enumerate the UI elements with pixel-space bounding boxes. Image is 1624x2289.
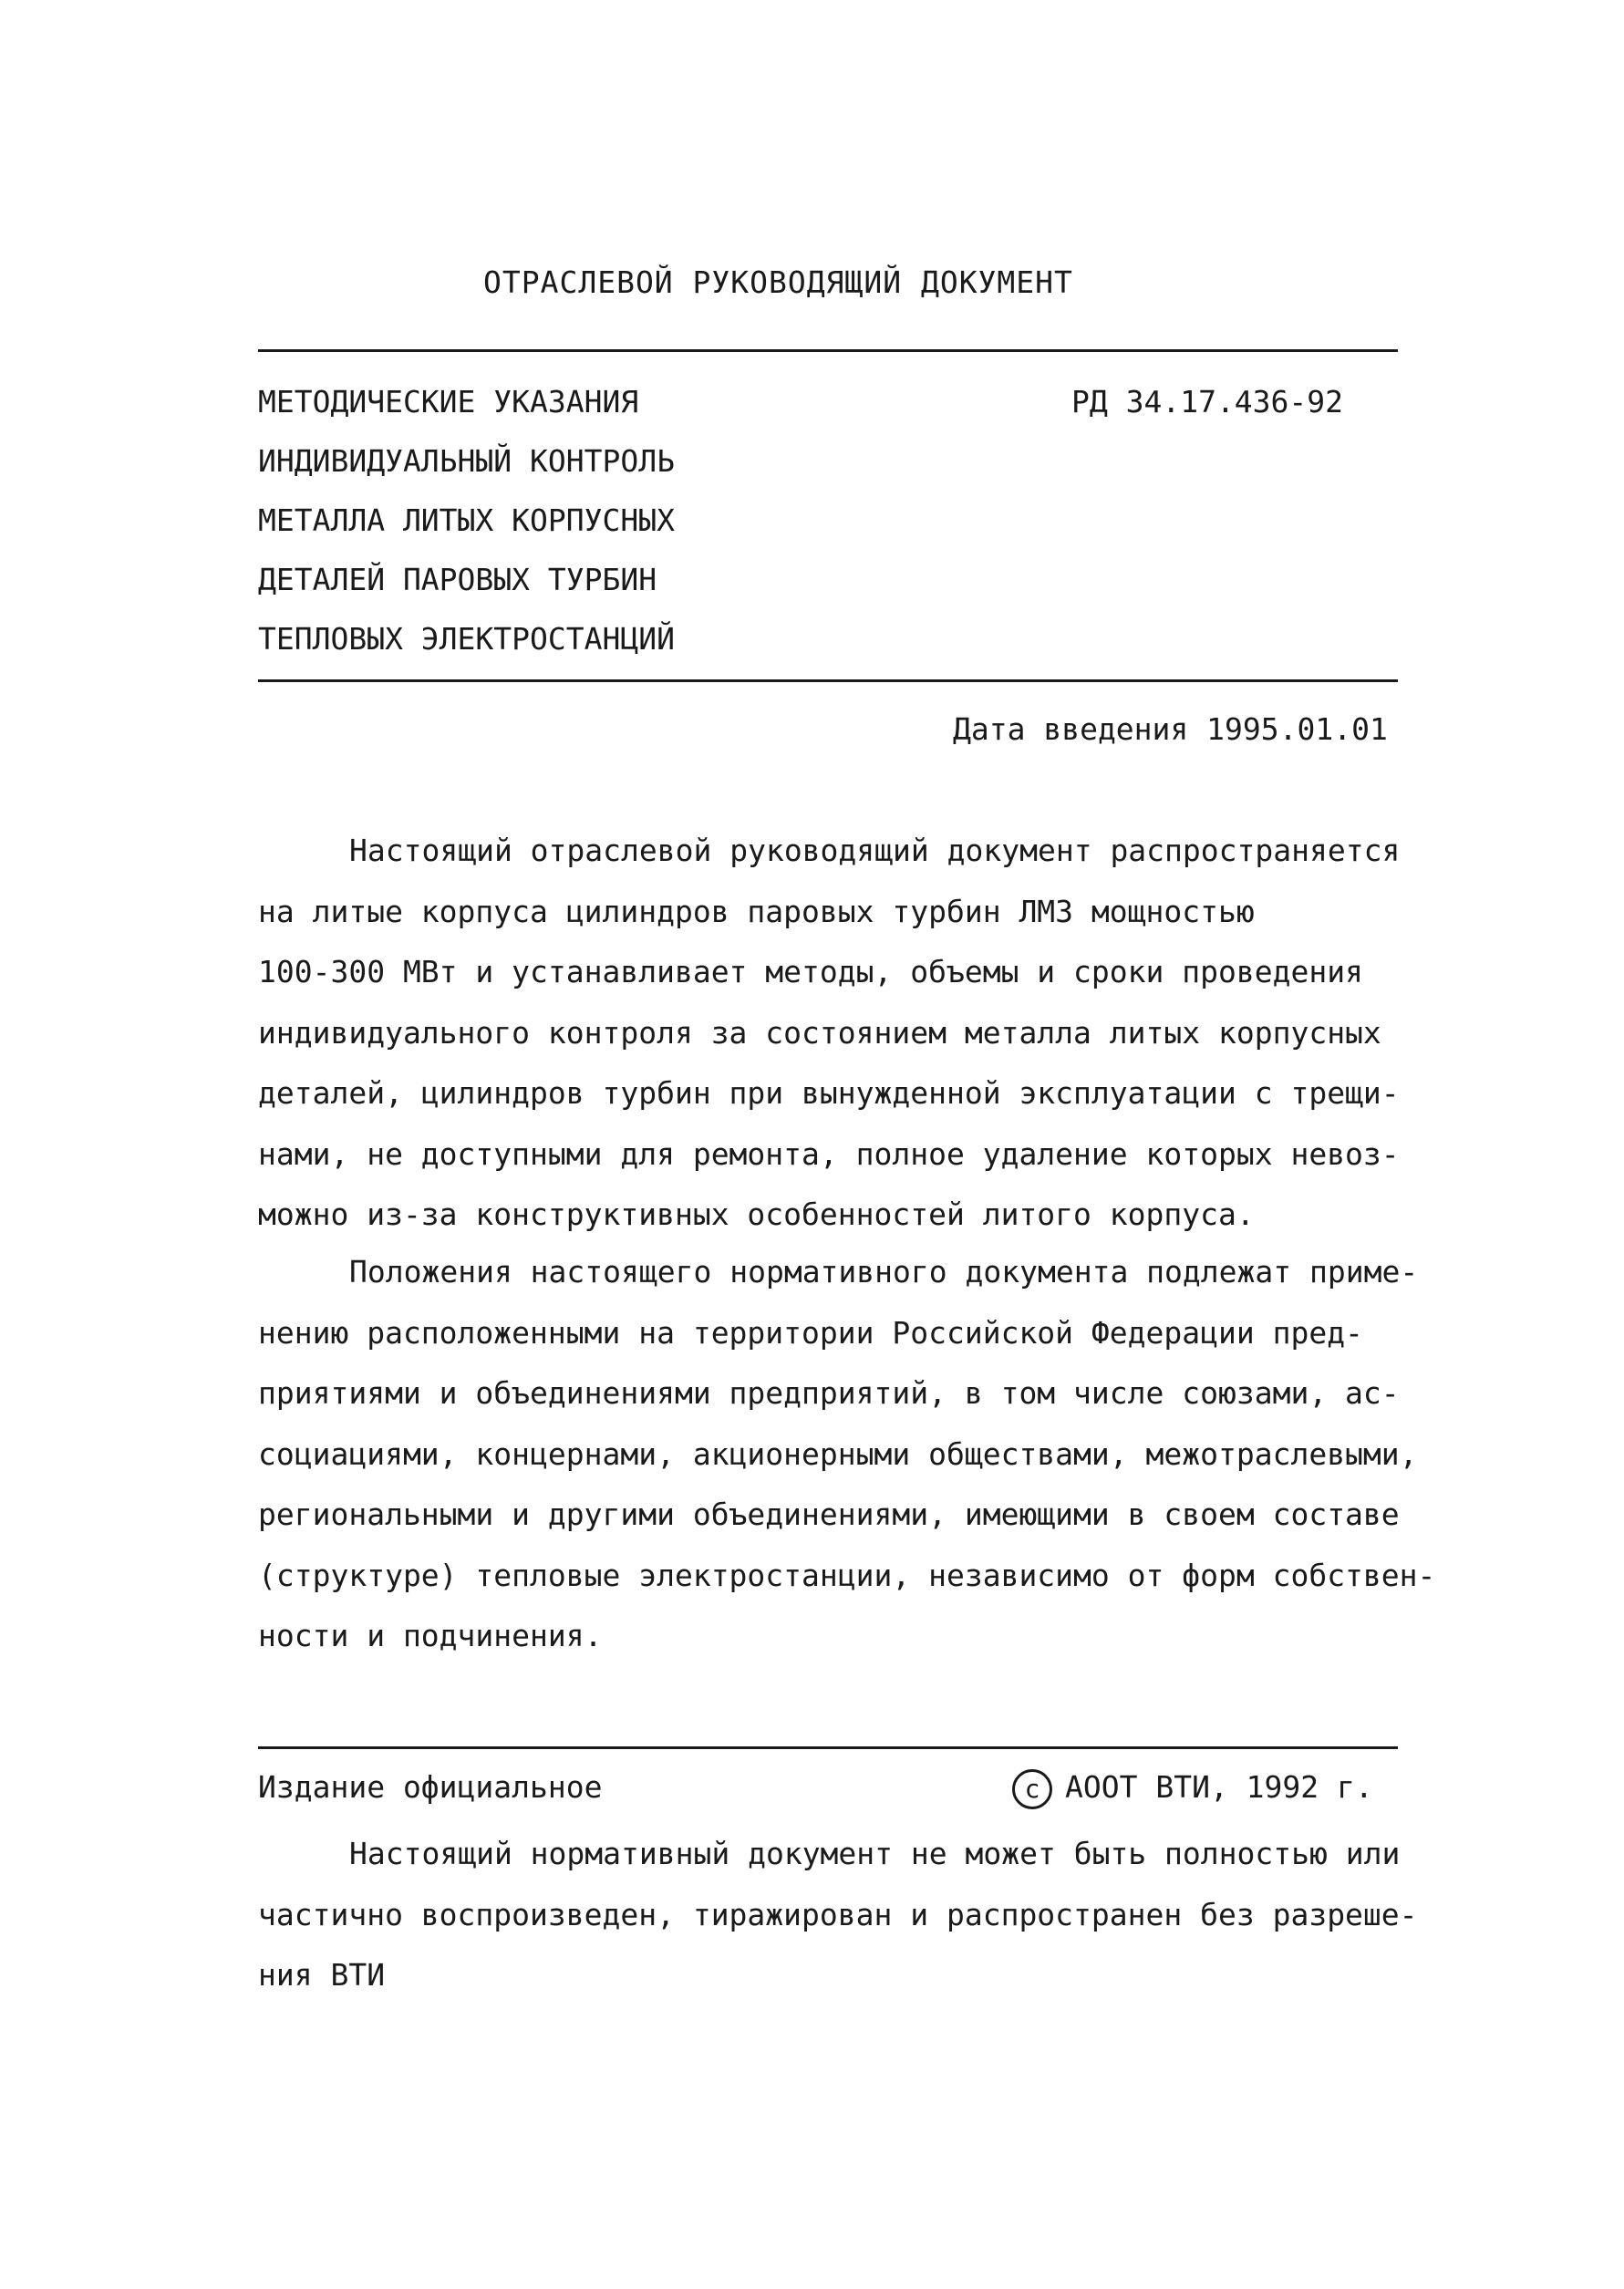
copyright-holder: АООТ ВТИ, 1992 г. bbox=[1065, 1769, 1373, 1805]
title-line: ИНДИВИДУАЛЬНЫЙ КОНТРОЛЬ bbox=[258, 443, 675, 479]
paragraph-line: нами, не доступными для ремонта, полное удаление которых невоз- bbox=[258, 1135, 1400, 1172]
introduction-date: Дата введения 1995.01.01 bbox=[953, 711, 1388, 747]
top-divider bbox=[258, 349, 1398, 352]
paragraph-line: индивидуального контроля за состоянием металла литых корпусных bbox=[258, 1014, 1381, 1051]
paragraph-line: ния ВТИ bbox=[258, 1957, 386, 1993]
paragraph-line: нению расположенными на территории Российской Федерации пред- bbox=[258, 1314, 1363, 1351]
copyright-notice bbox=[1012, 1760, 1373, 1815]
paragraph-line: можно из-за конструктивных особенностей литого корпуса. bbox=[258, 1196, 1255, 1232]
paragraph-line: 100-300 МВт и устанавливает методы, объемы и сроки проведения bbox=[258, 954, 1363, 989]
copyright-icon: c bbox=[1012, 1769, 1052, 1809]
edition-label: Издание официальное bbox=[258, 1769, 603, 1805]
paragraph-line: ности и подчинения. bbox=[258, 1618, 603, 1653]
paragraph-line: социациями, концернами, акционерными обществами, межотраслевыми, bbox=[258, 1435, 1418, 1472]
applicability-paragraph bbox=[258, 1242, 1480, 1667]
paragraph-line: Положения настоящего нормативного документа подлежат приме- bbox=[349, 1254, 1419, 1290]
paragraph-line: частично воспроизведен, тиражирован и распространен без разреше- bbox=[258, 1896, 1418, 1932]
paragraph-line: Настоящий нормативный документ не может быть полностью или bbox=[349, 1836, 1401, 1871]
reproduction-notice bbox=[258, 1824, 1480, 2006]
paragraph-line: Настоящий отраслевой руководящий документ распространяется bbox=[349, 833, 1401, 868]
paragraph-line: региональными и другими объединениями, имеющими в своем составе bbox=[258, 1497, 1400, 1532]
document-type-header: ОТРАСЛЕВОЙ РУКОВОДЯЩИЙ ДОКУМЕНТ bbox=[483, 264, 1073, 300]
title-line: ТЕПЛОВЫХ ЭЛЕКТРОСТАНЦИЙ bbox=[258, 621, 675, 657]
paragraph-line: деталей, цилиндров турбин при вынужденной эксплуатации с трещи- bbox=[258, 1075, 1400, 1111]
paragraph-line: (структуре) тепловые электростанции, независимо от форм собствен- bbox=[258, 1557, 1436, 1593]
footer-divider bbox=[258, 1746, 1398, 1749]
title-bottom-divider bbox=[258, 679, 1398, 682]
paragraph-line: приятиями и объединениями предприятий, в том числе союзами, ас- bbox=[258, 1375, 1400, 1411]
paragraph-line: на литые корпуса цилиндров паровых турбин ЛМЗ мощностью bbox=[258, 893, 1255, 929]
title-line: МЕТАЛЛА ЛИТЫХ КОРПУСНЫХ bbox=[258, 502, 675, 538]
title-line: МЕТОДИЧЕСКИЕ УКАЗАНИЯ bbox=[258, 384, 639, 419]
document-code: РД 34.17.436-92 bbox=[1071, 384, 1344, 419]
scope-paragraph bbox=[258, 821, 1480, 1246]
title-line: ДЕТАЛЕЙ ПАРОВЫХ ТУРБИН bbox=[258, 562, 657, 597]
document-title bbox=[258, 372, 675, 668]
